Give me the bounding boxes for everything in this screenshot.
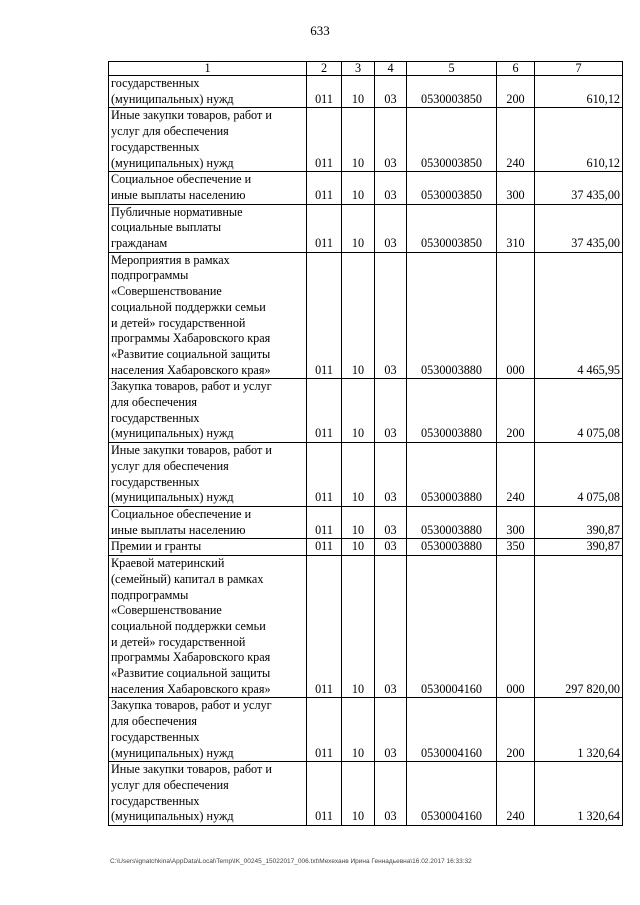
row-name-line: подпрограммы <box>111 268 189 283</box>
target-article-cell: 0530003880 <box>407 252 497 379</box>
row-name-line: программы Хабаровского края <box>111 331 271 346</box>
table-row <box>109 172 623 204</box>
table-row <box>109 539 623 556</box>
section-code-cell: 10 <box>342 379 375 443</box>
row-name-line: «Совершенствование <box>111 284 222 299</box>
row-name-line: государственных <box>111 76 200 90</box>
ministry-code-cell: 011 <box>307 108 342 172</box>
row-name-line: иные выплаты населению <box>111 522 246 537</box>
row-name-line: Краевой материнский <box>111 556 225 571</box>
section-code-cell: 10 <box>342 698 375 762</box>
target-article-cell: 0530003880 <box>407 506 497 538</box>
page-number: 633 <box>310 23 330 38</box>
target-article-cell: 0530003850 <box>407 108 497 172</box>
row-name-line: Закупка товаров, работ и услуг <box>111 698 272 713</box>
row-name-line: государственных <box>111 139 200 154</box>
table-row <box>109 556 623 698</box>
expense-type-cell: 240 <box>497 108 535 172</box>
row-name-line: гражданам <box>111 236 168 251</box>
row-name-cell <box>109 108 307 172</box>
expense-type-cell: 300 <box>497 172 535 204</box>
row-name-cell <box>109 556 307 698</box>
row-name-line: «Развитие социальной защиты <box>111 666 271 681</box>
subsection-code-cell: 03 <box>375 443 407 507</box>
row-name-line: программы Хабаровского края <box>111 650 271 665</box>
row-name-line: для обеспечения <box>111 395 198 410</box>
row-name-line: государственных <box>111 729 200 744</box>
amount-cell: 4 075,08 <box>535 379 623 443</box>
target-article-cell: 0530004160 <box>407 556 497 698</box>
target-article-cell: 0530003880 <box>407 443 497 507</box>
target-article-cell: 0530003850 <box>407 76 497 108</box>
ministry-code-cell: 011 <box>307 172 342 204</box>
amount-cell: 390,87 <box>535 506 623 538</box>
ministry-code-cell: 011 <box>307 76 342 108</box>
row-name-line: населения Хабаровского края» <box>111 681 271 696</box>
ministry-code-cell: 011 <box>307 556 342 698</box>
column-header: 3 <box>342 62 375 76</box>
subsection-code-cell: 03 <box>375 698 407 762</box>
target-article-cell: 0530003880 <box>407 379 497 443</box>
section-code-cell: 10 <box>342 762 375 826</box>
row-name-line: услуг для обеспечения <box>111 777 229 792</box>
row-name-line: (муниципальных) нужд <box>111 745 234 760</box>
section-code-cell: 10 <box>342 204 375 252</box>
subsection-code-cell: 03 <box>375 506 407 538</box>
expense-type-cell: 350 <box>497 539 535 556</box>
row-name-cell <box>109 443 307 507</box>
target-article-cell: 0530004160 <box>407 698 497 762</box>
row-name-line: Закупка товаров, работ и услуг <box>111 379 272 394</box>
row-name-line: (муниципальных) нужд <box>111 91 234 106</box>
section-code-cell: 10 <box>342 556 375 698</box>
amount-cell: 37 435,00 <box>535 204 623 252</box>
table-row <box>109 204 623 252</box>
row-name-line: и детей» государственной <box>111 634 246 649</box>
row-name-line: государственных <box>111 410 200 425</box>
subsection-code-cell: 03 <box>375 762 407 826</box>
row-name-line: услуг для обеспечения <box>111 458 229 473</box>
subsection-code-cell: 03 <box>375 556 407 698</box>
amount-cell: 4 465,95 <box>535 252 623 379</box>
row-name-line: (муниципальных) нужд <box>111 490 234 505</box>
section-code-cell: 10 <box>342 443 375 507</box>
table-row <box>109 252 623 379</box>
expense-type-cell: 200 <box>497 698 535 762</box>
row-name-cell <box>109 204 307 252</box>
row-name-cell <box>109 506 307 538</box>
ministry-code-cell: 011 <box>307 252 342 379</box>
target-article-cell: 0530003880 <box>407 539 497 556</box>
amount-cell: 1 320,64 <box>535 762 623 826</box>
row-name-line: Иные закупки товаров, работ и <box>111 108 272 123</box>
ministry-code-cell: 011 <box>307 506 342 538</box>
amount-cell: 297 820,00 <box>535 556 623 698</box>
row-name-line: Мероприятия в рамках <box>111 252 230 267</box>
subsection-code-cell: 03 <box>375 252 407 379</box>
target-article-cell: 0530004160 <box>407 762 497 826</box>
row-name-line: подпрограммы <box>111 587 189 602</box>
table-row <box>109 379 623 443</box>
expense-type-cell: 310 <box>497 204 535 252</box>
expense-type-cell: 000 <box>497 556 535 698</box>
section-code-cell: 10 <box>342 108 375 172</box>
expense-type-cell: 200 <box>497 76 535 108</box>
row-name-line: Публичные нормативные <box>111 204 243 219</box>
row-name-cell <box>109 172 307 204</box>
row-name-line: (муниципальных) нужд <box>111 155 234 170</box>
subsection-code-cell: 03 <box>375 172 407 204</box>
expense-type-cell: 240 <box>497 443 535 507</box>
column-header: 7 <box>535 62 623 76</box>
row-name-line: «Развитие социальной защиты <box>111 346 271 361</box>
section-code-cell: 10 <box>342 252 375 379</box>
row-name-cell <box>109 252 307 379</box>
ministry-code-cell: 011 <box>307 443 342 507</box>
row-name-line: Иные закупки товаров, работ и <box>111 443 272 458</box>
table-header-row <box>109 62 623 76</box>
row-name-line: населения Хабаровского края» <box>111 362 271 377</box>
subsection-code-cell: 03 <box>375 379 407 443</box>
amount-cell: 610,12 <box>535 108 623 172</box>
column-header: 4 <box>375 62 407 76</box>
target-article-cell: 0530003850 <box>407 172 497 204</box>
section-code-cell: 10 <box>342 76 375 108</box>
row-name-line: социальные выплаты <box>111 220 222 235</box>
subsection-code-cell: 03 <box>375 539 407 556</box>
row-name-line: Иные закупки товаров, работ и <box>111 762 272 777</box>
ministry-code-cell: 011 <box>307 204 342 252</box>
row-name-line: (семейный) капитал в рамках <box>111 571 264 586</box>
row-name-cell <box>109 76 307 108</box>
column-header: 5 <box>407 62 497 76</box>
column-header: 6 <box>497 62 535 76</box>
table-row <box>109 443 623 507</box>
subsection-code-cell: 03 <box>375 76 407 108</box>
column-header: 2 <box>307 62 342 76</box>
ministry-code-cell: 011 <box>307 539 342 556</box>
section-code-cell: 10 <box>342 172 375 204</box>
expense-type-cell: 200 <box>497 379 535 443</box>
table-row <box>109 108 623 172</box>
row-name-line: «Совершенствование <box>111 603 222 618</box>
amount-cell: 610,12 <box>535 76 623 108</box>
row-name-cell <box>109 698 307 762</box>
ministry-code-cell: 011 <box>307 762 342 826</box>
section-code-cell: 10 <box>342 539 375 556</box>
row-name-line: услуг для обеспечения <box>111 124 229 139</box>
row-name-line: социальной поддержки семьи <box>111 618 266 633</box>
row-name-cell <box>109 762 307 826</box>
table-row <box>109 506 623 538</box>
expense-type-cell: 240 <box>497 762 535 826</box>
row-name-line: Социальное обеспечение и <box>111 506 252 521</box>
ministry-code-cell: 011 <box>307 379 342 443</box>
subsection-code-cell: 03 <box>375 204 407 252</box>
subsection-code-cell: 03 <box>375 108 407 172</box>
row-name-cell <box>109 379 307 443</box>
amount-cell: 1 320,64 <box>535 698 623 762</box>
expense-type-cell: 000 <box>497 252 535 379</box>
amount-cell: 390,87 <box>535 539 623 556</box>
row-name-line: иные выплаты населению <box>111 187 246 202</box>
table-row <box>109 76 623 108</box>
expense-type-cell: 300 <box>497 506 535 538</box>
row-name-line: Премии и гранты <box>111 539 202 554</box>
ministry-code-cell: 011 <box>307 698 342 762</box>
table-row <box>109 698 623 762</box>
file-path-footer: C:\Users\ignatchkina\AppData\Local\Temp\IK_00245_15022017_006.txt\Мехеханв Ирина Геннадьевна\16.02.2017 16:33:32 <box>110 858 472 865</box>
budget-table <box>108 61 623 826</box>
row-name-line: для обеспечения <box>111 714 198 729</box>
amount-cell: 37 435,00 <box>535 172 623 204</box>
row-name-line: государственных <box>111 474 200 489</box>
row-name-line: и детей» государственной <box>111 315 246 330</box>
row-name-line: Социальное обеспечение и <box>111 172 252 187</box>
column-header: 1 <box>109 62 307 76</box>
section-code-cell: 10 <box>342 506 375 538</box>
row-name-line: (муниципальных) нужд <box>111 809 234 824</box>
row-name-line: (муниципальных) нужд <box>111 426 234 441</box>
table-row <box>109 762 623 826</box>
amount-cell: 4 075,08 <box>535 443 623 507</box>
row-name-line: государственных <box>111 793 200 808</box>
row-name-cell <box>109 539 307 556</box>
target-article-cell: 0530003850 <box>407 204 497 252</box>
row-name-line: социальной поддержки семьи <box>111 299 266 314</box>
